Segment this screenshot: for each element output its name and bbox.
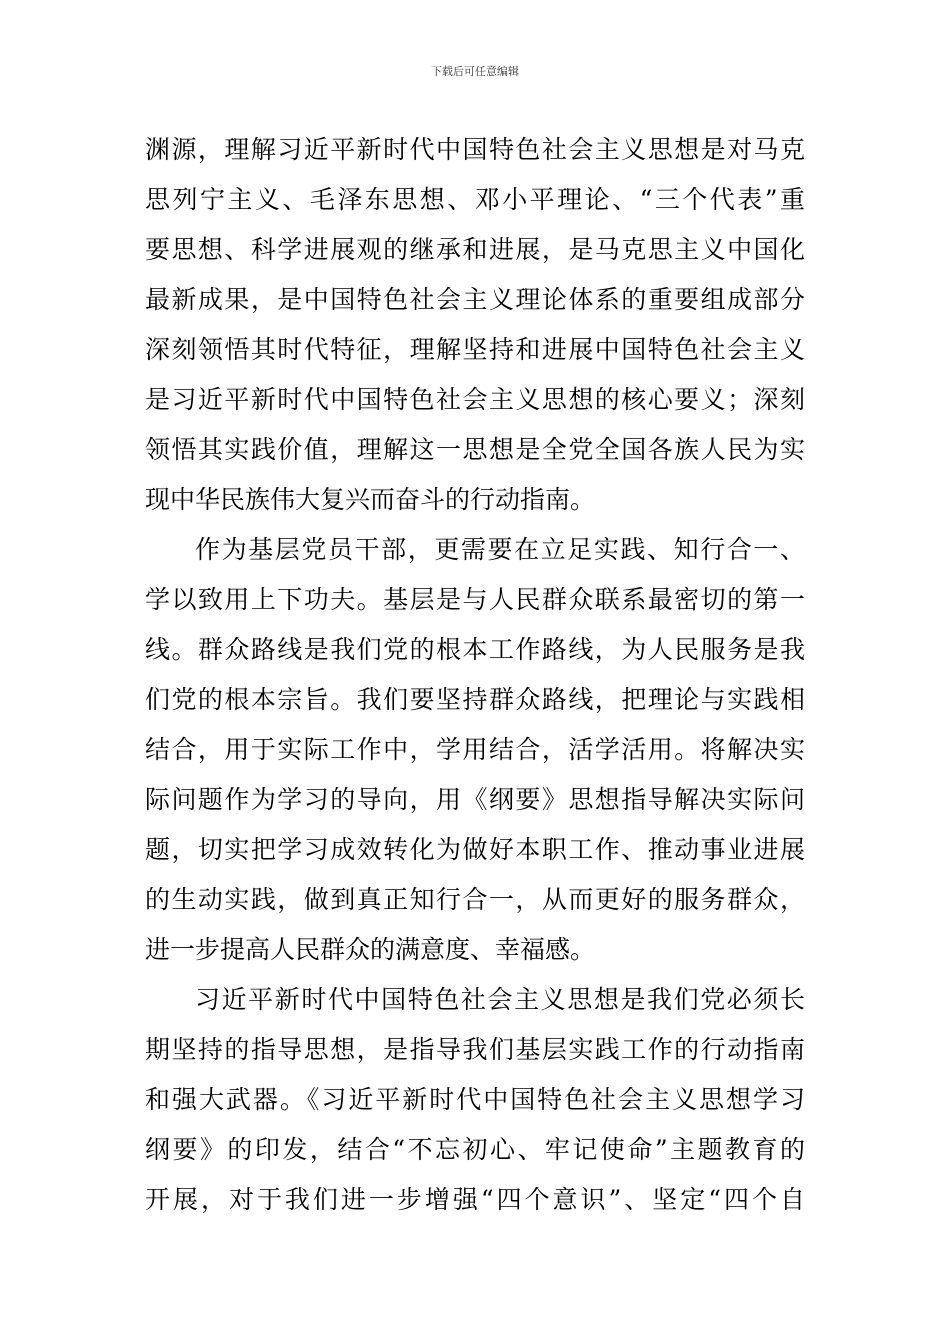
paragraph-2	[145, 525, 805, 975]
document-body	[145, 125, 805, 1225]
paragraph-3	[145, 975, 805, 1225]
page-header: 下载后可任意编辑	[431, 65, 519, 78]
text-line: 题，切实把学习成效转化为做好本职工作、推动事业进展	[145, 835, 805, 864]
text-line: 作为基层党员干部，更需要在立足实践、知行合一、	[195, 535, 805, 564]
paragraph-1	[145, 125, 805, 525]
text-line: 领悟其实践价值，理解这一思想是全党全国各族人民为实	[145, 435, 805, 464]
text-line: 习近平新时代中国特色社会主义思想是我们党必须长	[195, 985, 805, 1014]
text-line: 线。群众路线是我们党的根本工作路线，为人民服务是我	[145, 635, 805, 664]
text-line: 和强大武器。《习近平新时代中国特色社会主义思想学习	[145, 1085, 805, 1114]
text-line: 最新成果，是中国特色社会主义理论体系的重要组成部分	[145, 285, 805, 314]
text-line: 现中华民族伟大复兴而奋斗的行动指南。	[145, 485, 596, 514]
text-line: 纲要》的印发，结合“不忘初心、牢记使命”主题教育的	[145, 1135, 805, 1164]
text-line: 开展，对于我们进一步增强“四个意识”、坚定“四个自	[145, 1185, 805, 1214]
text-line: 渊源，理解习近平新时代中国特色社会主义思想是对马克	[145, 135, 805, 164]
text-line: 们党的根本宗旨。我们要坚持群众路线，把理论与实践相	[145, 685, 805, 714]
text-line: 是习近平新时代中国特色社会主义思想的核心要义；深刻	[145, 385, 805, 414]
text-line: 深刻领悟其时代特征，理解坚持和进展中国特色社会主义	[145, 335, 805, 364]
text-line: 思列宁主义、毛泽东思想、邓小平理论、“三个代表”重	[145, 185, 805, 214]
text-line: 结合，用于实际工作中，学用结合，活学活用。将解决实	[145, 735, 805, 764]
text-line: 际问题作为学习的导向，用《纲要》思想指导解决实际问	[145, 785, 805, 814]
text-line: 进一步提高人民群众的满意度、幸福感。	[145, 935, 596, 964]
text-line: 要思想、科学进展观的继承和进展，是马克思主义中国化	[145, 235, 805, 264]
text-line: 期坚持的指导思想，是指导我们基层实践工作的行动指南	[145, 1035, 805, 1064]
text-line: 学以致用上下功夫。基层是与人民群众联系最密切的第一	[145, 585, 805, 614]
text-line: 的生动实践，做到真正知行合一，从而更好的服务群众，	[145, 885, 805, 914]
